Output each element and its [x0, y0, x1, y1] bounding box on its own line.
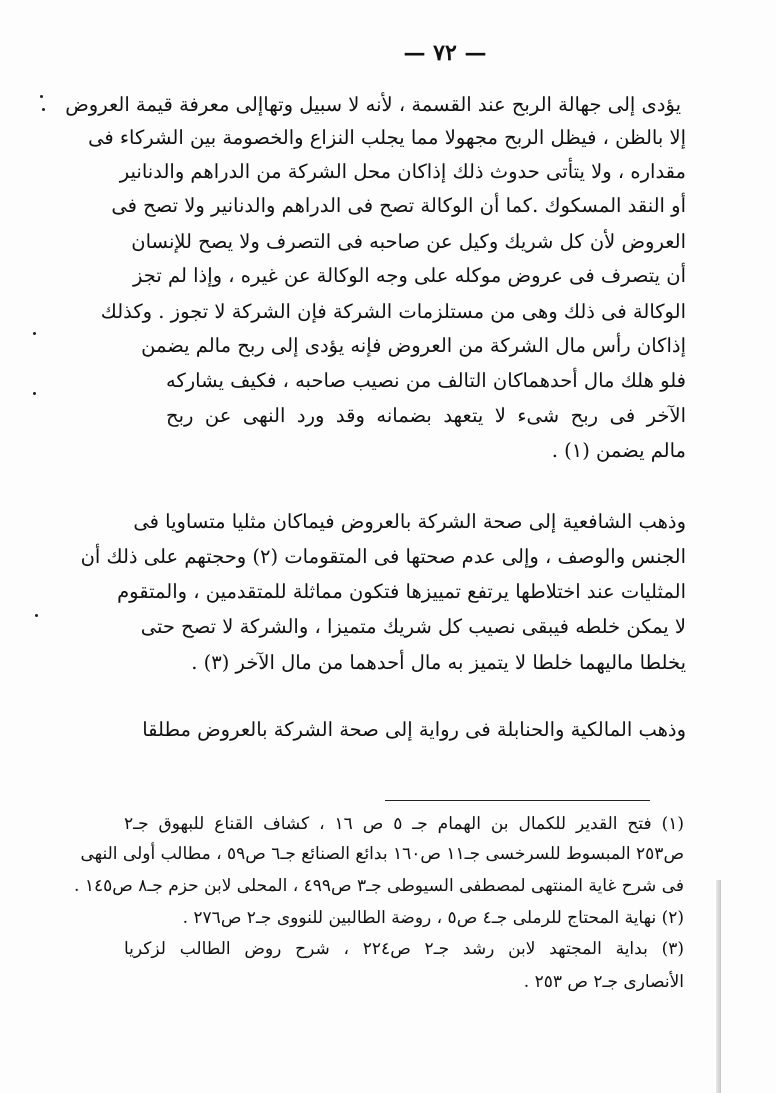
footnote-line: ص٢٥٣ المبسوط للسرخسى جـ١١ ص١٦٠ بدائع الصنائع جـ٦ ص٥٩ ، مطالب أولى النهى: [80, 844, 684, 864]
scan-speck: [33, 332, 36, 335]
scan-speck: [42, 108, 45, 111]
body-line: الآخر فى ربح شىء لا يتعهد بضمانه وقد ورد النهى عن ربح: [166, 404, 686, 427]
body-line: الوكالة فى ذلك وهى من مستلزمات الشركة فإن الشركة لا تجوز . وكذلك: [100, 300, 686, 323]
scan-speck: [40, 95, 43, 98]
body-line: يخلطا ماليهما خلطا لا يتميز به مال أحدهما من مال الآخر (٣) .: [191, 651, 686, 674]
footnote-line: الأنصارى جـ٢ ص ٢٥٣ .: [523, 972, 684, 992]
body-line: المثليات عند اختلاطها يرتفع تمييزها فتكون مماثلة للمتقدمين ، والمتقوم: [117, 580, 686, 603]
body-line: أن يتصرف فى عروض موكله على وجه الوكالة عن غيره ، وإذا لم تجز: [133, 264, 686, 287]
body-line: إذاكان رأس مال الشركة من العروض فإنه يؤدى إلى ربح مالم يضمن: [141, 334, 686, 357]
scan-speck: [35, 614, 38, 617]
body-line: إلا بالظن ، فيظل الربح مجهولا مما يجلب النزاع والخصومة بين الشركاء فى: [88, 126, 686, 149]
footnote-line: فى شرح غاية المنتهى لمصطفى السيوطى جـ٣ ص٤٩٩ ، المحلى لابن حزم جـ٨ ص١٤٥ .: [74, 876, 684, 896]
body-line: أو النقد المسكوك .كما أن الوكالة تصح فى الدراهم والدنانير ولا تصح فى: [111, 194, 686, 217]
body-line: يؤدى إلى جهالة الربح عند القسمة ، لأنه لا سبيل وتهاإلى معرفة قيمة العروض: [65, 93, 681, 116]
body-line: وذهب المالكية والحنابلة فى رواية إلى صحة الشركة بالعروض مطلقا: [142, 718, 686, 741]
body-line: مالم يضمن (١) .: [551, 439, 686, 462]
body-line: العروض لأن كل شريك وكيل عن صاحبه فى التصرف ولا يصح للإنسان: [131, 230, 686, 253]
body-line: مقداره ، ولا يتأتى حدوث ذلك إذاكان محل الشركة من الدراهم والدنانير: [119, 160, 686, 183]
body-line: الجنس والوصف ، وإلى عدم صحتها فى المتقومات (٢) وحجتهم على ذلك أن: [80, 545, 686, 568]
footnote-separator: [385, 800, 650, 801]
footnote-line: (٣) بداية المجتهد لابن رشد جـ٢ ص٢٢٤ ، شرح روض الطالب لزكريا: [124, 939, 684, 959]
body-line: فلو هلك مال أحدهماكان التالف من نصيب صاحبه ، فكيف يشاركه: [166, 369, 686, 392]
footnote-line: (٢) نهاية المحتاج للرملى جـ٤ ص٥ ، روضة الطالبين للنووى جـ٢ ص٢٧٦ .: [182, 908, 684, 928]
footnote-line: (١) فتح القدير للكمال بن الهمام جـ ٥ ص ١٦ ، كشاف القناع للبهوق جـ٢: [124, 814, 684, 834]
scan-speck: [33, 392, 36, 395]
body-line: لا يمكن خلطه فيبقى نصيب كل شريك متميزا ، والشركة لا تصح حتى: [140, 615, 686, 638]
body-line: وذهب الشافعية إلى صحة الشركة بالعروض فيماكان مثليا متساويا فى: [133, 510, 686, 533]
page-number: — ٧٢ —: [403, 40, 487, 66]
binding-edge-shadow: [716, 880, 721, 1093]
